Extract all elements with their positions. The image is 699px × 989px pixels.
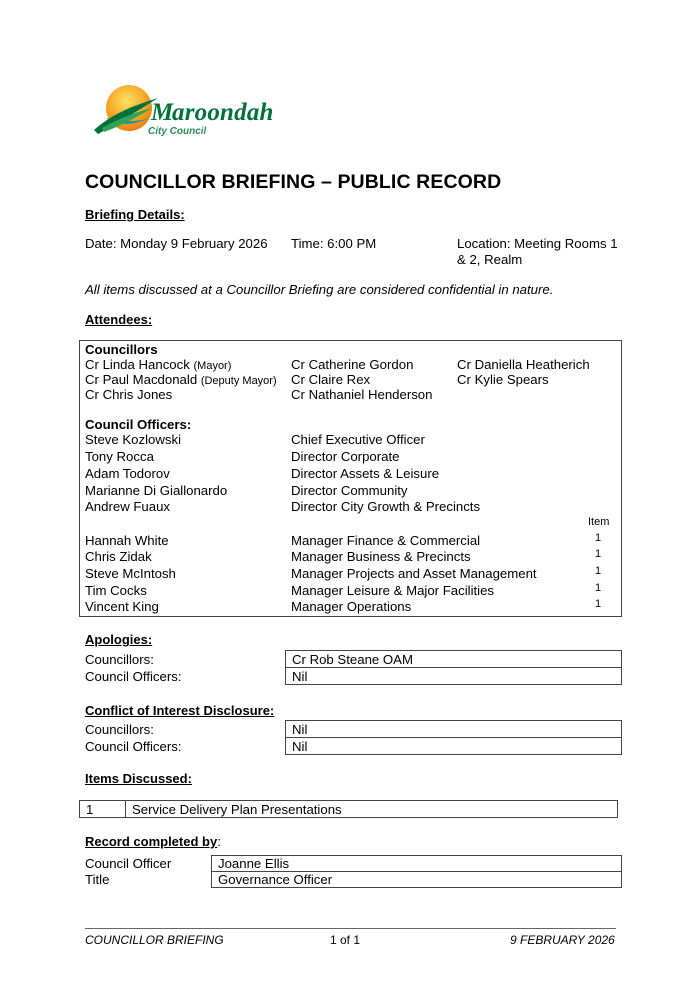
briefing-date: Date: Monday 9 February 2026 bbox=[85, 236, 268, 251]
conflict-officers-label: Council Officers: bbox=[85, 739, 182, 754]
officer-name: Hannah White bbox=[85, 533, 169, 548]
councillor-name: Cr Kylie Spears bbox=[457, 372, 549, 387]
record-officer-value: Joanne Ellis bbox=[211, 855, 622, 872]
officer-name: Andrew Fuaux bbox=[85, 499, 171, 514]
councillor-entry bbox=[85, 357, 231, 372]
items-heading: Items Discussed: bbox=[85, 771, 192, 786]
logo-subtitle: City Council bbox=[148, 126, 207, 137]
conflict-heading: Conflict of Interest Disclosure: bbox=[85, 703, 275, 718]
councillor-role: (Deputy Mayor) bbox=[200, 375, 277, 387]
logo-name: aroondah bbox=[172, 99, 274, 126]
officer-position: Manager Leisure & Major Facilities bbox=[291, 583, 495, 598]
councillor-name: Cr Daniella Heatherich bbox=[457, 357, 590, 372]
officers-heading: Council Officers: bbox=[85, 417, 192, 432]
confidential-note: All items discussed at a Councillor Briefing are considered confidential in nature. bbox=[85, 282, 554, 297]
officer-name: Tim Cocks bbox=[85, 583, 147, 598]
apologies-officers-label: Council Officers: bbox=[85, 669, 182, 684]
officer-item: 1 bbox=[594, 548, 602, 560]
councillor-name: Cr Nathaniel Henderson bbox=[291, 387, 433, 402]
officer-item: 1 bbox=[594, 582, 602, 594]
record-title-value: Governance Officer bbox=[211, 871, 622, 888]
officer-name: Steve Kozlowski bbox=[85, 432, 182, 447]
officer-name: Chris Zidak bbox=[85, 549, 152, 564]
record-heading-colon: : bbox=[217, 834, 221, 849]
page-title: COUNCILLOR BRIEFING – PUBLIC RECORD bbox=[85, 171, 502, 193]
councillor-name: Cr Claire Rex bbox=[291, 372, 371, 387]
officer-position: Manager Finance & Commercial bbox=[291, 533, 481, 548]
footer-divider bbox=[85, 928, 616, 929]
officer-name: Steve McIntosh bbox=[85, 566, 176, 581]
officer-position: Director Community bbox=[291, 483, 408, 498]
footer-left: COUNCILLOR BRIEFING bbox=[85, 933, 224, 947]
briefing-heading: Briefing Details: bbox=[85, 207, 185, 222]
officer-name: Vincent King bbox=[85, 599, 159, 614]
briefing-location-1: Location: Meeting Rooms 1 bbox=[457, 236, 618, 251]
apologies-councillors-label: Councillors: bbox=[85, 652, 154, 667]
briefing-location-2: & 2, Realm bbox=[457, 252, 523, 267]
apologies-heading: Apologies: bbox=[85, 632, 153, 647]
attendees-heading: Attendees: bbox=[85, 312, 153, 327]
councillor-name: Cr Paul Macdonald bbox=[85, 372, 198, 387]
conflict-councillors-value: Nil bbox=[285, 720, 622, 738]
councillor-name: Cr Catherine Gordon bbox=[291, 357, 414, 372]
maroondah-logo bbox=[92, 84, 274, 142]
councillor-entry bbox=[85, 372, 277, 387]
councillor-name: Cr Chris Jones bbox=[85, 387, 173, 402]
officer-position: Chief Executive Officer bbox=[291, 432, 425, 447]
apologies-officers-value: Nil bbox=[285, 667, 622, 685]
officer-name: Tony Rocca bbox=[85, 449, 154, 464]
officer-position: Manager Business & Precincts bbox=[291, 549, 471, 564]
apologies-councillors-value: Cr Rob Steane OAM bbox=[285, 650, 622, 668]
footer-page: 1 of 1 bbox=[330, 933, 361, 947]
officer-position: Director Assets & Leisure bbox=[291, 466, 440, 481]
conflict-officers-value: Nil bbox=[285, 737, 622, 755]
item-title: Service Delivery Plan Presentations bbox=[125, 800, 618, 818]
briefing-time: Time: 6:00 PM bbox=[291, 236, 377, 251]
officer-position: Manager Operations bbox=[291, 599, 412, 614]
officer-position: Director City Growth & Precincts bbox=[291, 499, 481, 514]
councillor-name: Cr Linda Hancock bbox=[85, 357, 190, 372]
councillor-role: (Mayor) bbox=[193, 360, 232, 372]
councillors-heading: Councillors bbox=[85, 342, 158, 357]
item-column-header: Item bbox=[588, 516, 610, 528]
conflict-councillors-label: Councillors: bbox=[85, 722, 154, 737]
officer-item: 1 bbox=[594, 532, 602, 544]
footer-right: 9 FEBRUARY 2026 bbox=[510, 933, 615, 947]
officer-name: Marianne Di Giallonardo bbox=[85, 483, 228, 498]
officer-position: Manager Projects and Asset Management bbox=[291, 566, 537, 581]
record-heading: Record completed by bbox=[85, 834, 218, 849]
item-number: 1 bbox=[79, 800, 126, 818]
logo-initial: M bbox=[151, 99, 174, 126]
record-title-label: Title bbox=[85, 872, 110, 887]
record-heading-wrap bbox=[85, 834, 221, 849]
officer-position: Director Corporate bbox=[291, 449, 400, 464]
officer-item: 1 bbox=[594, 565, 602, 577]
officer-name: Adam Todorov bbox=[85, 466, 170, 481]
record-officer-label: Council Officer bbox=[85, 856, 172, 871]
officer-item: 1 bbox=[594, 598, 602, 610]
